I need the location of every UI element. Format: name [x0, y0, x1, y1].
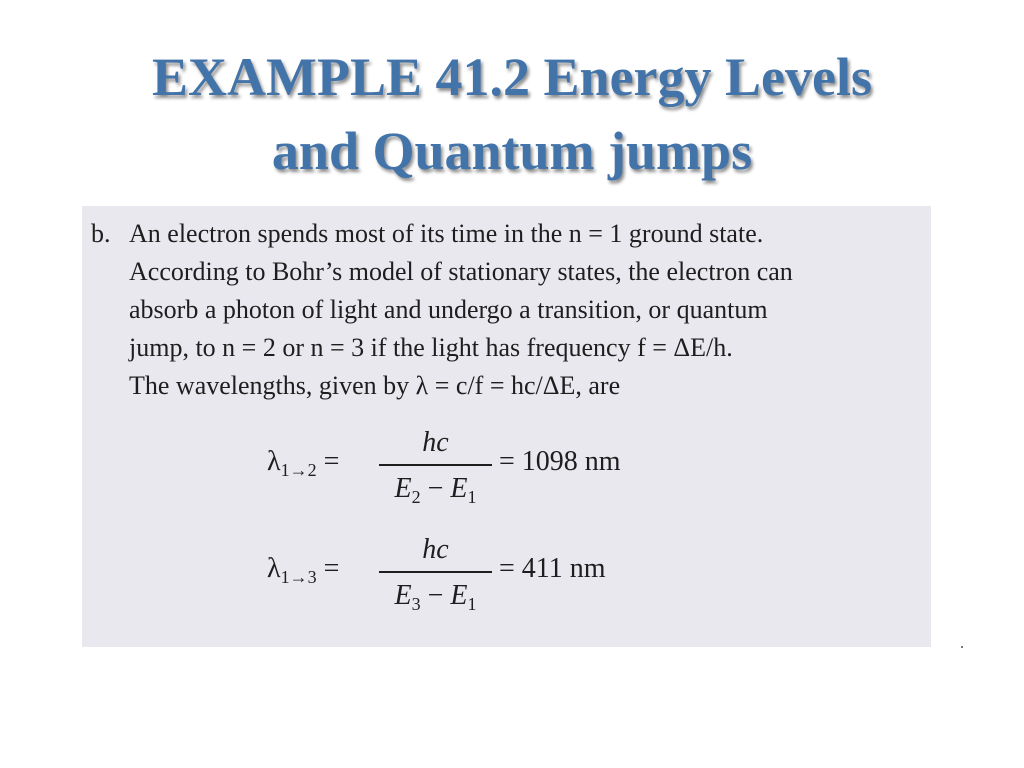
paragraph-line-5: The wavelengths, given by λ = c/f = hc/ΔE, are [129, 371, 621, 400]
stray-dot [961, 646, 963, 648]
energy-subscript: 1 [467, 487, 477, 507]
energy-symbol: E [450, 473, 468, 504]
transition-subscript: 1→3 [280, 567, 317, 587]
fraction-bar [379, 464, 492, 466]
equation-lambda-1-3 [267, 531, 667, 621]
energy-subscript: 3 [411, 594, 421, 614]
paragraph-line-4: jump, to n = 2 or n = 3 if the light has frequency f = ΔE/h. [129, 333, 733, 362]
item-marker: b. [91, 219, 111, 248]
lambda-symbol: λ [267, 553, 281, 584]
paragraph-line-3: absorb a photon of light and undergo a transition, or quantum [129, 295, 768, 324]
energy-symbol: E [394, 580, 412, 611]
energy-subscript: 2 [411, 487, 421, 507]
denominator [379, 577, 492, 615]
denominator [379, 470, 492, 508]
paragraph-line-1-text: An electron spends most of its time in the n = 1 ground state. [129, 219, 764, 248]
numerator: hc [422, 427, 449, 458]
energy-symbol: E [394, 473, 412, 504]
minus-sign: − [427, 473, 444, 504]
energy-subscript: 1 [467, 594, 477, 614]
slide-title [40, 40, 984, 188]
slide-title-line-2: and Quantum jumps [271, 121, 753, 181]
equation-lhs [267, 446, 339, 481]
equation-lambda-1-2 [267, 424, 667, 514]
numerator: hc [422, 534, 449, 565]
equation-lhs [267, 553, 339, 588]
fraction [379, 424, 492, 508]
equals-sign: = [323, 553, 340, 584]
lambda-symbol: λ [267, 446, 281, 477]
equals-sign: = [323, 446, 340, 477]
minus-sign: − [427, 580, 444, 611]
energy-symbol: E [450, 580, 468, 611]
fraction [379, 531, 492, 615]
paragraph-line-1 [91, 215, 763, 253]
content-panel [82, 206, 931, 647]
paragraph-line-2: According to Bohr’s model of stationary states, the electron can [129, 257, 793, 286]
equation-result: = 411 nm [499, 553, 606, 584]
transition-subscript: 1→2 [280, 460, 317, 480]
equation-result: = 1098 nm [499, 446, 621, 477]
fraction-bar [379, 571, 492, 573]
slide-title-line-1: EXAMPLE 41.2 Energy Levels [152, 47, 872, 107]
